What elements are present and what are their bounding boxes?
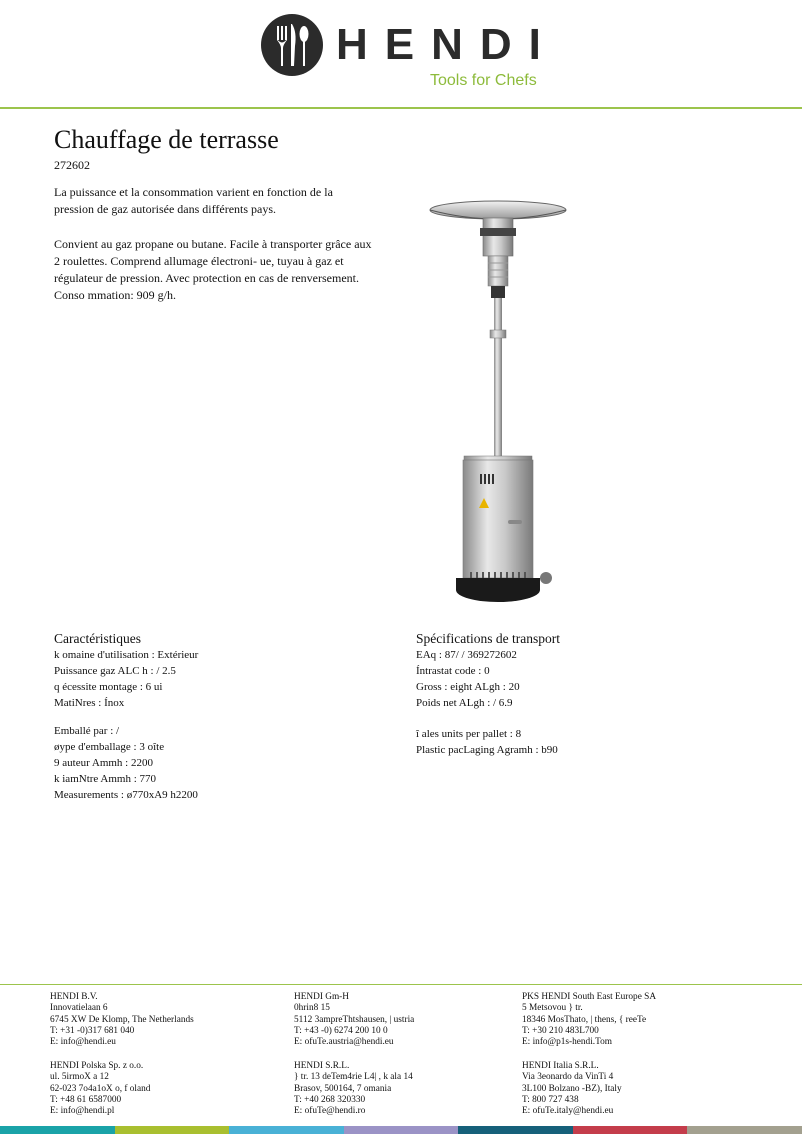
- office-address: [50, 1061, 280, 1117]
- office-phone: T: +40 268 320330: [294, 1094, 366, 1105]
- office-city: 5112 3ampreThtshausen, | ustria: [294, 1014, 415, 1025]
- transport-row: Íntrastat code : 0: [416, 665, 490, 677]
- office-email: E: ofuTe.italy@hendi.eu: [522, 1106, 614, 1117]
- office-email: E: ofuTe@hendi.ro: [294, 1106, 366, 1117]
- color-segment: [0, 1126, 115, 1134]
- office-phone: T: +43 -0) 6274 200 10 0: [294, 1025, 388, 1036]
- office-phone: T: +31 -0)317 681 040: [50, 1025, 135, 1036]
- color-segment: [573, 1126, 688, 1134]
- product-description-2: Convient au gaz propane ou butane. Facile à transporter grâce aux 2 roulettes. Comprend allumage électroni- ue, tuyau à gaz et régulateur de pression. Avec protection en cas de renversement. Conso mmation: 909 g/h.: [54, 237, 372, 302]
- office-name: HENDI B.V.: [50, 992, 98, 1002]
- color-segment: [115, 1126, 230, 1134]
- office-address: [522, 992, 752, 1048]
- characteristic-row: Measurements : ø770xA9 h2200: [54, 789, 198, 801]
- patio-heater-image: [428, 198, 568, 608]
- hendi-logo-icon: [261, 14, 323, 76]
- office-email: E: ofuTe.austria@hendi.eu: [294, 1037, 394, 1048]
- color-segment: [229, 1126, 344, 1134]
- office-street: Innovatielaan 6: [50, 1003, 108, 1014]
- color-segment: [458, 1126, 573, 1134]
- characteristic-row: k iamNtre Ammh : 770: [54, 773, 157, 785]
- characteristic-row: 9 auteur Ammh : 2200: [54, 757, 153, 769]
- office-name: PKS HENDI South East Europe SA: [522, 992, 657, 1002]
- office-email: E: info@p1s-hendi.Tom: [522, 1037, 613, 1048]
- transport-row: Gross : eight ALgh : 20: [416, 681, 520, 693]
- office-city: 3L100 Bolzano -BZ), Italy: [522, 1083, 622, 1094]
- office-city: 6745 XW De Klomp, The Netherlands: [50, 1014, 194, 1025]
- office-city: 18346 MosThato, | thens, { reeTe: [522, 1014, 647, 1025]
- characteristic-row: øype d'emballage : 3 oîte: [54, 741, 165, 753]
- product-description-1: La puissance et la consommation varient en fonction de la pression de gaz autorisée dans différents pays.: [54, 185, 333, 216]
- office-phone: T: 800 727 438: [522, 1094, 579, 1105]
- office-street: 0hrin8 15: [294, 1003, 330, 1014]
- product-sku: 272602: [54, 158, 90, 172]
- characteristic-row: Puissance gaz ALC h : / 2.5: [54, 665, 176, 677]
- office-name: HENDI Italia S.R.L.: [522, 1061, 599, 1071]
- office-email: E: info@hendi.eu: [50, 1037, 116, 1048]
- office-city: 62-023 7o4a1oX o, f oland: [50, 1083, 151, 1094]
- characteristic-row: k omaine d'utilisation : Extérieur: [54, 649, 199, 661]
- office-address: [50, 992, 280, 1048]
- office-address: [522, 1061, 752, 1117]
- office-street: ul. 5irmoX a 12: [50, 1072, 109, 1083]
- office-email: E: info@hendi.pl: [50, 1106, 115, 1117]
- office-street: Via 3eonardo da VinTi 4: [522, 1072, 614, 1083]
- office-phone: T: +48 61 6587000: [50, 1094, 122, 1105]
- office-street: 5 Metsovou } tr.: [522, 1003, 583, 1014]
- page-header: [0, 0, 802, 110]
- office-name: HENDI Polska Sp. z o.o.: [50, 1061, 144, 1071]
- office-city: Brasov, 500164, 7 omania: [294, 1083, 392, 1094]
- transport-heading: Spécifications de transport: [416, 631, 560, 646]
- office-address: [294, 992, 524, 1048]
- transport-row: î ales units per pallet : 8: [416, 728, 522, 740]
- transport-row: Poids net ALgh : / 6.9: [416, 697, 513, 709]
- brand-name: HENDI: [336, 20, 558, 69]
- brand-tagline: Tools for Chefs: [430, 72, 537, 89]
- characteristic-row: Emballé par : /: [54, 725, 120, 737]
- office-name: HENDI S.R.L.: [294, 1061, 350, 1071]
- office-street: } tr. 13 deTem4rie L4| , k ala 14: [294, 1072, 413, 1083]
- color-segment: [344, 1126, 459, 1134]
- transport-row: Plastic pacLaging Agramh : b90: [416, 744, 558, 756]
- office-name: HENDI Gm-H: [294, 992, 349, 1002]
- characteristic-row: MatiNres : Ínox: [54, 697, 125, 709]
- characteristics-heading: Caractéristiques: [54, 631, 141, 646]
- color-segment: [687, 1126, 802, 1134]
- characteristic-row: q écessite montage : 6 ui: [54, 681, 163, 693]
- office-address: [294, 1061, 524, 1117]
- transport-row: EAq : 87/ / 369272602: [416, 649, 517, 661]
- header-divider: [0, 107, 802, 109]
- brand-color-bar: [0, 1126, 802, 1134]
- office-phone: T: +30 210 483L700: [522, 1025, 599, 1036]
- page-title: Chauffage de terrasse: [54, 125, 279, 154]
- footer-divider: [0, 984, 802, 985]
